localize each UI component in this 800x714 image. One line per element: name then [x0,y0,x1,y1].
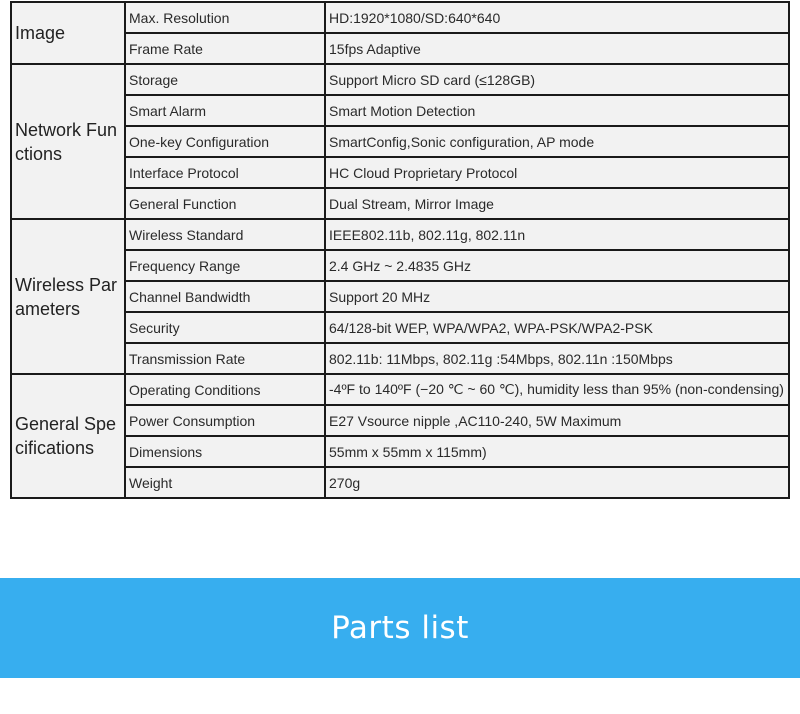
table-row [11,405,789,436]
spec-label: Dimensions [125,436,325,467]
parts-list-banner [0,578,800,678]
group-label-image: Image [11,2,125,64]
table-row [11,436,789,467]
spec-label: Power Consumption [125,405,325,436]
spec-label: Wireless Standard [125,219,325,250]
spec-label: Storage [125,64,325,95]
spec-value: Dual Stream, Mirror Image [325,188,789,219]
spec-label: Weight [125,467,325,498]
table-row [11,467,789,498]
spec-value: Support Micro SD card (≤128GB) [325,64,789,95]
spec-label: Frame Rate [125,33,325,64]
spec-label: Smart Alarm [125,95,325,126]
spec-value: 2.4 GHz ~ 2.4835 GHz [325,250,789,281]
spec-value: SmartConfig,Sonic configuration, AP mode [325,126,789,157]
table-row [11,64,789,95]
spec-value: Smart Motion Detection [325,95,789,126]
group-label-network-functions: Network Functions [11,64,125,219]
spec-value: 55mm x 55mm x 115mm) [325,436,789,467]
spec-value: 802.11b: 11Mbps, 802.11g :54Mbps, 802.11n :150Mbps [325,343,789,374]
table-row [11,95,789,126]
spec-label: One-key Configuration [125,126,325,157]
spec-value: -4ºF to 140ºF (−20 ℃ ~ 60 ℃), humidity less than 95% (non-condensing) [325,374,789,405]
spec-label: Max. Resolution [125,2,325,33]
spec-value: HD:1920*1080/SD:640*640 [325,2,789,33]
spec-label: Interface Protocol [125,157,325,188]
spec-label: Operating Conditions [125,374,325,405]
spec-value: 64/128-bit WEP, WPA/WPA2, WPA-PSK/WPA2-PSK [325,312,789,343]
spec-label: Security [125,312,325,343]
table-row [11,374,789,405]
table-row [11,219,789,250]
table-row [11,126,789,157]
table-row [11,2,789,33]
spec-value: IEEE802.11b, 802.11g, 802.11n [325,219,789,250]
spec-label: Channel Bandwidth [125,281,325,312]
spec-label: Transmission Rate [125,343,325,374]
group-label-wireless-parameters: Wireless Parameters [11,219,125,374]
spec-label: Frequency Range [125,250,325,281]
table-row [11,250,789,281]
banner-title: Parts list [331,610,469,646]
spec-value: 15fps Adaptive [325,33,789,64]
table-row [11,281,789,312]
group-label-general-specifications: General Specifications [11,374,125,498]
spec-label: General Function [125,188,325,219]
table-row [11,312,789,343]
table-row [11,33,789,64]
spec-value: E27 Vsource nipple ,AC110-240, 5W Maximum [325,405,789,436]
spec-value: Support 20 MHz [325,281,789,312]
spec-value: 270g [325,467,789,498]
table-row [11,343,789,374]
table-row [11,157,789,188]
spec-table [10,1,790,499]
table-row [11,188,789,219]
spec-value: HC Cloud Proprietary Protocol [325,157,789,188]
